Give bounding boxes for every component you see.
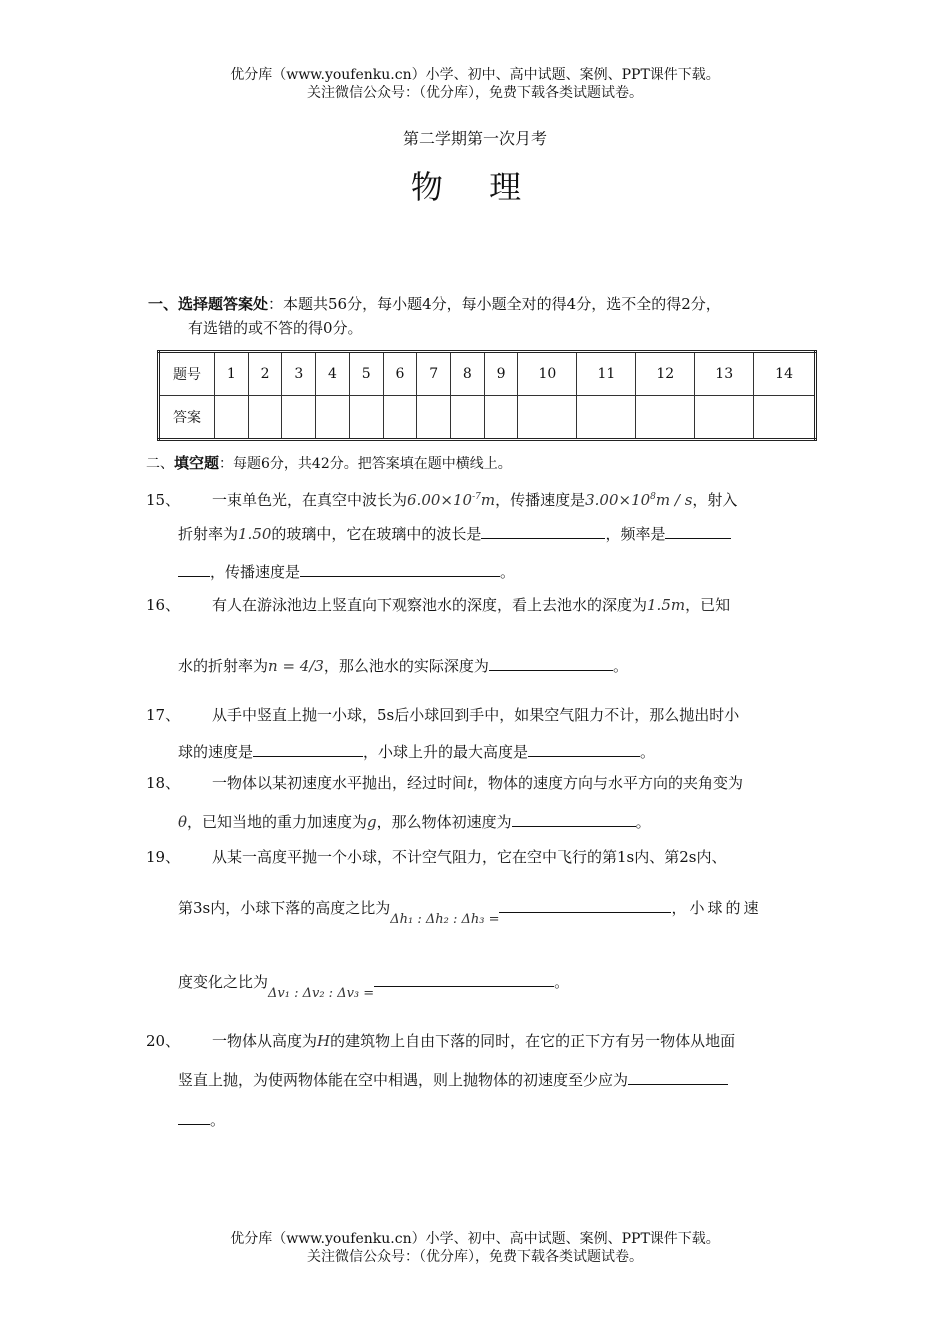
- answer-blank[interactable]: [481, 522, 605, 539]
- question-text: ，已知: [685, 596, 731, 614]
- answer-cell[interactable]: [383, 396, 417, 440]
- question-number: 17、: [146, 706, 181, 724]
- question-text: 折射率为: [178, 525, 239, 543]
- question-text: 从某一高度平抛一个小球，不计空气阻力，它在空中飞行的第1s内、第2s内、: [212, 848, 727, 866]
- question-text: ，已知当地的重力加速度为: [187, 813, 368, 831]
- question-text: 。: [640, 743, 656, 761]
- question-number: 15、: [146, 491, 181, 509]
- answer-cell[interactable]: [484, 396, 518, 440]
- question-text: ，频率是: [605, 525, 666, 543]
- math-exponent: 8: [650, 492, 656, 502]
- math-time: t: [467, 774, 474, 792]
- answer-cell[interactable]: [248, 396, 282, 440]
- question-text: 第3s内，小球下落的高度之比为: [178, 899, 391, 917]
- question-text: ，小球的速: [671, 899, 762, 917]
- question-text: 一物体以某初速度水平抛出，经过时间: [212, 774, 468, 792]
- section-1-text-2: 有选错的或不答的得0分。: [188, 319, 363, 337]
- table-cell-number: 5: [349, 352, 383, 396]
- math-height-ratio: Δh₁ : Δh₂ : Δh₃ =: [390, 912, 500, 927]
- answer-cell[interactable]: [215, 396, 249, 440]
- question-text: 。: [612, 657, 628, 675]
- answer-blank[interactable]: [665, 522, 731, 539]
- question-15-line-3: [178, 560, 515, 583]
- answer-cell[interactable]: [282, 396, 316, 440]
- question-text: ，物体的速度方向与水平方向的夹角变为: [473, 774, 744, 792]
- table-cell-number: 6: [383, 352, 417, 396]
- answer-cell[interactable]: [417, 396, 451, 440]
- question-text: 。: [210, 1111, 226, 1129]
- answer-cell[interactable]: [451, 396, 485, 440]
- math-refractive-index: n = 4/3: [268, 657, 324, 675]
- row-label-answer: 答案: [159, 396, 215, 440]
- math-velocity-ratio: Δv₁ : Δv₂ : Δv₃ =: [268, 986, 375, 1001]
- question-text: ，那么池水的实际深度为: [323, 657, 489, 675]
- row-label-number: 题号: [159, 352, 215, 396]
- question-16-line-2: [178, 654, 628, 677]
- math-wavelength: [407, 491, 495, 509]
- answer-cell[interactable]: [316, 396, 350, 440]
- math-angle: θ: [178, 813, 188, 831]
- question-text: 。: [500, 563, 516, 581]
- section-2-prefix: 二、: [146, 456, 174, 472]
- section-1-instructions: [148, 292, 828, 340]
- answer-cell[interactable]: [636, 396, 695, 440]
- answer-blank[interactable]: [512, 810, 636, 827]
- table-cell-number: 10: [518, 352, 577, 396]
- table-cell-number: 14: [754, 352, 816, 396]
- question-number: 19、: [146, 848, 181, 866]
- table-row-answers: [159, 396, 816, 440]
- question-text: 。: [635, 813, 651, 831]
- question-18-line-2: [178, 810, 651, 833]
- question-19-line-3: [178, 970, 570, 1001]
- question-19-line-2: [178, 896, 808, 927]
- table-cell-number: 13: [695, 352, 754, 396]
- question-number: 20、: [146, 1032, 181, 1050]
- question-text: 有人在游泳池边上竖直向下观察池水的深度，看上去池水的深度为: [212, 596, 648, 614]
- header-line-2: 关注微信公众号：（优分库），免费下载各类试题试卷。: [307, 85, 643, 101]
- table-cell-number: 8: [451, 352, 485, 396]
- table-cell-number: 11: [577, 352, 636, 396]
- answer-blank[interactable]: [499, 896, 671, 913]
- math-value: 6.00×10: [407, 491, 473, 509]
- answer-blank[interactable]: [178, 1108, 210, 1125]
- answer-blank[interactable]: [374, 970, 554, 987]
- question-18: [146, 772, 811, 794]
- page-header: [0, 66, 950, 102]
- question-text: 的玻璃中，它在玻璃中的波长是: [271, 525, 482, 543]
- answer-cell[interactable]: [695, 396, 754, 440]
- math-unit: m / s: [655, 491, 693, 509]
- table-cell-number: 12: [636, 352, 695, 396]
- question-text: 一束单色光，在真空中波长为: [212, 491, 408, 509]
- answer-blank[interactable]: [628, 1068, 728, 1085]
- answer-blank[interactable]: [528, 740, 640, 757]
- answer-blank[interactable]: [178, 560, 210, 577]
- math-gravity: g: [367, 813, 377, 831]
- question-19: [146, 846, 811, 868]
- footer-line-1: 优分库（www.youfenku.cn）小学、初中、高中试题、案例、PPT课件下载。: [230, 1231, 720, 1247]
- question-text: 的建筑物上自由下落的同时，在它的正下方有另一物体从地面: [330, 1032, 736, 1050]
- table-cell-number: 4: [316, 352, 350, 396]
- table-cell-number: 9: [484, 352, 518, 396]
- math-height: H: [317, 1032, 331, 1050]
- exam-subtitle: 第二学期第一次月考: [402, 129, 547, 148]
- question-15-line-2: [178, 522, 731, 545]
- section-2-heading: 填空题: [174, 454, 220, 472]
- section-2-text: ：每题6分，共42分。把答案填在题中横线上。: [219, 456, 512, 472]
- answer-blank[interactable]: [489, 654, 613, 671]
- math-index: 1.50: [238, 525, 272, 543]
- question-20-line-3: [178, 1108, 225, 1131]
- question-text: 。: [554, 973, 570, 991]
- section-1-heading: 一、选择题答案处: [148, 295, 269, 313]
- answer-cell[interactable]: [577, 396, 636, 440]
- section-1-text: ：本题共56分，每小题4分，每小题全对的得4分，选不全的得2分，: [268, 295, 721, 313]
- table-cell-number: 2: [248, 352, 282, 396]
- answer-table: [157, 350, 817, 441]
- question-15: [146, 486, 811, 511]
- question-17-line-2: [178, 740, 655, 763]
- math-value: 3.00×10: [585, 491, 651, 509]
- question-text: 水的折射率为: [178, 657, 269, 675]
- answer-blank[interactable]: [253, 740, 363, 757]
- table-row-numbers: [159, 352, 816, 396]
- math-speed: [585, 491, 692, 509]
- footer-line-2: 关注微信公众号：（优分库），免费下载各类试题试卷。: [307, 1249, 643, 1265]
- question-text: 从手中竖直上抛一小球，5s后小球回到手中，如果空气阻力不计，那么抛出时小: [212, 706, 740, 724]
- question-text: 竖直上抛，为使两物体能在空中相遇，则上抛物体的初速度至少应为: [178, 1071, 629, 1089]
- question-text: 球的速度是: [178, 743, 254, 761]
- answer-cell[interactable]: [754, 396, 816, 440]
- question-text: ，射入: [692, 491, 738, 509]
- question-20-line-2: [178, 1068, 728, 1091]
- math-depth: 1.5m: [647, 596, 686, 614]
- table-cell-number: 7: [417, 352, 451, 396]
- question-17: [146, 704, 811, 726]
- question-text: ，那么物体初速度为: [376, 813, 512, 831]
- header-line-1: 优分库（www.youfenku.cn）小学、初中、高中试题、案例、PPT课件下载。: [230, 67, 720, 83]
- question-text: 一物体从高度为: [212, 1032, 318, 1050]
- question-text: 度变化之比为: [178, 973, 269, 991]
- question-text: ，传播速度是: [495, 491, 586, 509]
- question-number: 16、: [146, 596, 181, 614]
- question-20: [146, 1030, 811, 1052]
- table-cell-number: 1: [215, 352, 249, 396]
- question-16: [146, 594, 811, 616]
- answer-cell[interactable]: [518, 396, 577, 440]
- math-exponent: -7: [472, 492, 481, 502]
- question-text: ，小球上升的最大高度是: [363, 743, 529, 761]
- section-2-instructions: [146, 452, 512, 473]
- page-footer: [0, 1230, 950, 1266]
- answer-blank[interactable]: [300, 560, 500, 577]
- question-text: ，传播速度是: [210, 563, 301, 581]
- answer-cell[interactable]: [349, 396, 383, 440]
- exam-title: 物 理: [410, 168, 540, 206]
- table-cell-number: 3: [282, 352, 316, 396]
- question-number: 18、: [146, 774, 181, 792]
- math-unit: m: [480, 491, 496, 509]
